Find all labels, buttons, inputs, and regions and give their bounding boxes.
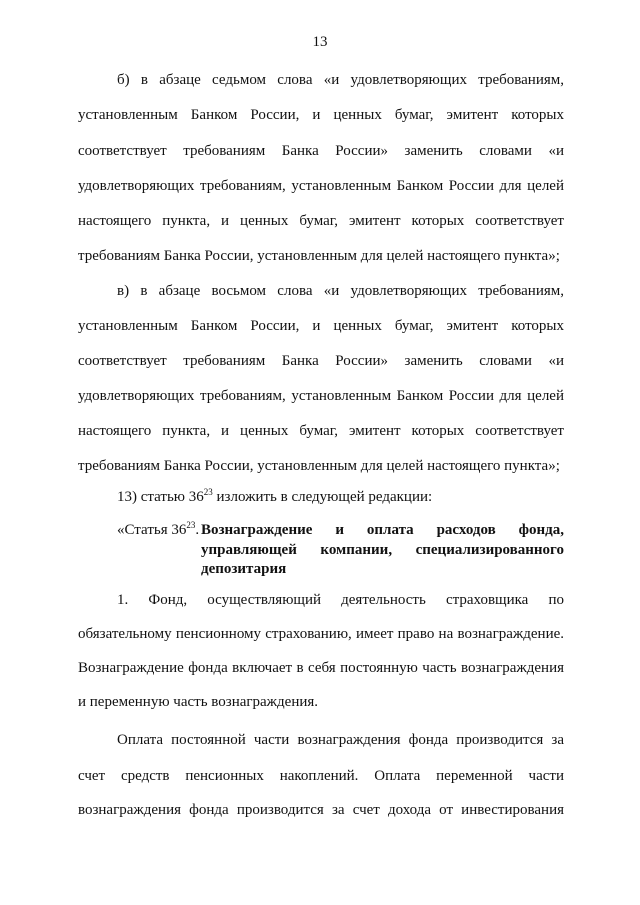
article-prefix-sup: 23 [186, 520, 196, 530]
para-b-line-6: требованиям Банка России, установленным для целей настоящего пункта»; [78, 248, 560, 264]
para-b-line-2: установленным Банком России, и ценных бумаг, эмитент которых [78, 107, 564, 123]
para-v-line-6: требованиям Банка России, установленным для целей настоящего пункта»; [78, 458, 560, 474]
para-v-line-5: настоящего пункта, и ценных бумаг, эмитент которых соответствует [78, 423, 564, 439]
para-v-line-4: удовлетворяющих требованиям, установленным Банком России для целей [78, 388, 564, 404]
para-v-line-3: соответствует требованиям Банка России» заменить словами «и [78, 353, 564, 369]
para-2-line-3: вознаграждения фонда производится за счет дохода от инвестирования [78, 802, 564, 818]
article-title-line-1: Вознаграждение и оплата расходов фонда, [201, 522, 564, 538]
page-number: 13 [312, 34, 328, 50]
para-v-line-2: установленным Банком России, и ценных бумаг, эмитент которых [78, 318, 564, 334]
para-b-line-4: удовлетворяющих требованиям, установленным Банком России для целей [78, 178, 564, 194]
para-1-line-1: 1. Фонд, осуществляющий деятельность страховщика по [117, 592, 564, 608]
para-2-line-1: Оплата постоянной части вознаграждения фонда производится за [117, 732, 564, 748]
para-b-line-1: б) в абзаце седьмом слова «и удовлетворяющих требованиям, [117, 72, 564, 88]
article-title-line-3: депозитария [201, 561, 287, 577]
article-prefix-dot: . [195, 522, 200, 538]
para-1-line-3: Вознаграждение фонда включает в себя постоянную часть вознаграждения [78, 660, 564, 676]
item-13-line [117, 487, 564, 507]
para-v-line-1: в) в абзаце восьмом слова «и удовлетворяющих требованиям, [117, 283, 564, 299]
para-b-line-5: настоящего пункта, и ценных бумаг, эмитент которых соответствует [78, 213, 564, 229]
article-prefix-text: «Статья 36 [117, 522, 187, 538]
article-title-line-2: управляющей компании, специализированного [201, 542, 564, 558]
para-1-line-4: и переменную часть вознаграждения. [78, 694, 319, 710]
para-1-line-2: обязательному пенсионному страхованию, имеет право на вознаграждение. [78, 626, 564, 642]
item-13-sup: 23 [203, 487, 213, 497]
para-2-line-2: счет средств пенсионных накоплений. Оплата переменной части [78, 768, 564, 784]
item-13-text-after: изложить в следующей редакции: [212, 489, 433, 505]
para-b-line-3: соответствует требованиям Банка России» заменить словами «и [78, 143, 564, 159]
item-13-text: 13) статью 36 [117, 489, 204, 505]
article-prefix [117, 520, 199, 540]
